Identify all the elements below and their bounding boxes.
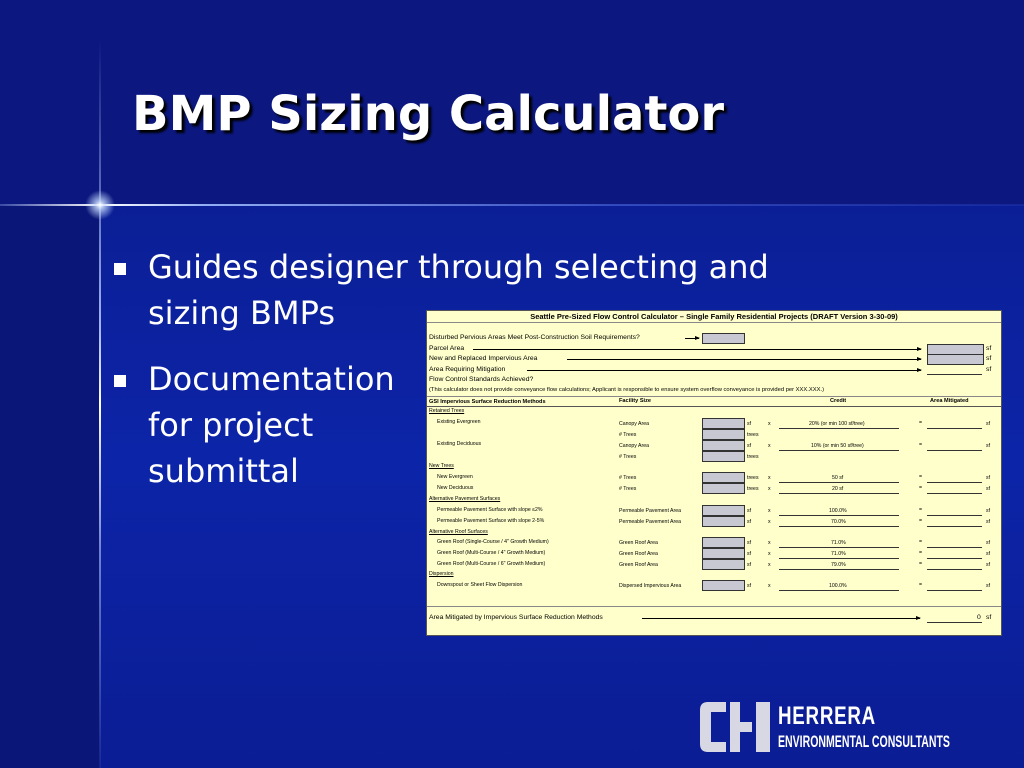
facility-label: # Trees xyxy=(619,475,637,481)
unit-label: sf xyxy=(986,519,991,525)
unit-label: sf xyxy=(986,562,991,568)
credit-value: 70.0% xyxy=(831,519,846,525)
impervious-area-field[interactable] xyxy=(927,354,984,365)
result-line xyxy=(927,622,982,623)
credit-value: 10% (or min 50 sf/tree) xyxy=(811,443,864,449)
col-header-method: GSI Impervious Surface Reduction Methods xyxy=(429,399,546,405)
row-label: Existing Deciduous xyxy=(437,441,482,447)
times-sign: x xyxy=(768,551,771,557)
facility-label: # Trees xyxy=(619,454,637,460)
result-line xyxy=(927,526,982,527)
facility-label: Green Roof Area xyxy=(619,551,658,557)
times-sign: x xyxy=(768,443,771,449)
unit-label: sf xyxy=(986,345,992,352)
bullet-item xyxy=(112,356,448,494)
herrera-logo xyxy=(698,696,978,758)
result-line xyxy=(927,428,982,429)
total-value: 0 xyxy=(977,614,981,621)
unit-label: sf xyxy=(986,508,991,514)
divider xyxy=(427,396,1001,397)
facility-label: Dispersed Impervious Area xyxy=(619,583,682,589)
credit-line xyxy=(779,590,899,591)
times-sign: x xyxy=(768,508,771,514)
unit-label: sf xyxy=(986,443,991,449)
result-line xyxy=(927,590,982,591)
times-sign: x xyxy=(768,583,771,589)
unit-label: sf xyxy=(747,519,752,525)
credit-value: 100.0% xyxy=(829,583,847,589)
row-label: Downspout or Sheet Flow Dispersion xyxy=(437,582,523,588)
flow-control-label: Flow Control Standards Achieved? xyxy=(429,376,534,383)
logo-tagline: ENVIRONMENTAL CONSULTANTS xyxy=(778,732,950,751)
facility-label: Canopy Area xyxy=(619,443,649,449)
unit-label: trees xyxy=(747,432,759,438)
parcel-area-label: Parcel Area xyxy=(429,345,465,352)
section-new-trees: New Trees xyxy=(429,463,454,469)
unit-label: sf xyxy=(747,583,752,589)
bullet-line: Documentation xyxy=(148,360,395,398)
conveyance-note: (This calculator does not provide conveyance flow calculations; Applicant is responsible to ensure system overflow conveyance is provided per XXX.XXX.) xyxy=(429,387,825,393)
unit-label: sf xyxy=(986,475,991,481)
times-sign: x xyxy=(768,540,771,546)
credit-line xyxy=(779,526,899,527)
times-sign: x xyxy=(768,421,771,427)
impervious-area-label: New and Replaced Impervious Area xyxy=(429,355,538,362)
input-field[interactable] xyxy=(702,537,745,548)
unit-label: sf xyxy=(986,540,991,546)
logo-name: HERRERA xyxy=(778,702,876,730)
unit-label: trees xyxy=(747,486,759,492)
input-field[interactable] xyxy=(702,483,745,494)
sparkle-icon xyxy=(85,190,115,220)
result-line xyxy=(927,515,982,516)
row-label: New Evergreen xyxy=(437,474,473,480)
arrow-icon xyxy=(685,338,699,339)
facility-label: Permeable Pavement Area xyxy=(619,508,681,514)
credit-line xyxy=(779,428,899,429)
disturbed-question: Disturbed Pervious Areas Meet Post-Construction Soil Requirements? xyxy=(429,334,640,341)
unit-label: sf xyxy=(747,443,752,449)
equals-sign: = xyxy=(919,518,923,524)
times-sign: x xyxy=(768,486,771,492)
credit-line xyxy=(779,547,899,548)
unit-label: sf xyxy=(986,583,991,589)
credit-value: 71.0% xyxy=(831,540,846,546)
unit-label: sf xyxy=(747,540,752,546)
horizontal-accent-line xyxy=(0,204,1024,206)
input-field[interactable] xyxy=(702,516,745,527)
divider xyxy=(427,606,1001,607)
bullet-square-icon xyxy=(114,263,126,275)
credit-line xyxy=(779,569,899,570)
left-band xyxy=(0,205,100,768)
vertical-accent-line xyxy=(99,40,101,768)
times-sign: x xyxy=(768,562,771,568)
arrow-icon xyxy=(527,370,921,371)
unit-label: sf xyxy=(986,551,991,557)
disturbed-answer-field[interactable] xyxy=(702,333,745,344)
result-line xyxy=(927,547,982,548)
row-label: Existing Evergreen xyxy=(437,419,481,425)
credit-line xyxy=(779,515,899,516)
slide-title: BMP Sizing Calculator xyxy=(132,86,725,142)
section-dispersion: Dispersion xyxy=(429,571,454,577)
result-line xyxy=(927,482,982,483)
arrow-icon xyxy=(473,349,921,350)
col-header-facility: Facility Size xyxy=(619,398,652,404)
divider xyxy=(427,406,1001,407)
row-label: Green Roof (Multi-Course / 4" Growth Medium) xyxy=(437,550,546,556)
bullet-line: sizing BMPs xyxy=(148,294,335,332)
arrow-icon xyxy=(567,359,921,360)
equals-sign: = xyxy=(919,442,923,448)
facility-label: # Trees xyxy=(619,432,637,438)
result-line xyxy=(927,569,982,570)
section-alt-pavement: Alternative Pavement Surfaces xyxy=(429,496,501,502)
row-label: Green Roof (Multi-Course / 6" Growth Medium) xyxy=(437,561,546,567)
unit-label: sf xyxy=(986,366,992,373)
result-line xyxy=(927,374,982,375)
input-field[interactable] xyxy=(702,429,745,440)
facility-label: Permeable Pavement Area xyxy=(619,519,681,525)
unit-label: sf xyxy=(747,551,752,557)
result-line xyxy=(927,558,982,559)
equals-sign: = xyxy=(919,507,923,513)
credit-line xyxy=(779,493,899,494)
credit-value: 100.0% xyxy=(829,508,847,514)
herrera-mark-icon xyxy=(698,698,774,756)
input-field[interactable] xyxy=(702,472,745,483)
input-field[interactable] xyxy=(702,580,745,591)
input-field[interactable] xyxy=(702,559,745,570)
bullet-line: Guides designer through selecting and xyxy=(148,248,769,286)
facility-label: # Trees xyxy=(619,486,637,492)
unit-label: trees xyxy=(747,475,759,481)
equals-sign: = xyxy=(919,582,923,588)
section-alt-roof: Alternative Roof Surfaces xyxy=(429,529,488,535)
credit-line xyxy=(779,558,899,559)
row-label: New Deciduous xyxy=(437,485,474,491)
bullet-line: submittal xyxy=(148,452,299,490)
credit-value: 71.0% xyxy=(831,551,846,557)
equals-sign: = xyxy=(919,539,923,545)
calculator-screenshot xyxy=(426,310,1002,636)
unit-label: sf xyxy=(986,355,992,362)
section-retained-trees: Retained Trees xyxy=(429,408,465,414)
unit-label: trees xyxy=(747,454,759,460)
result-line xyxy=(927,450,982,451)
facility-label: Green Roof Area xyxy=(619,562,658,568)
row-label: Permeable Pavement Surface with slope ≤2% xyxy=(437,507,543,513)
credit-line xyxy=(779,482,899,483)
input-field[interactable] xyxy=(702,548,745,559)
facility-label: Canopy Area xyxy=(619,421,649,427)
calculator-header: Seattle Pre-Sized Flow Control Calculator – Single Family Residential Projects (DRAFT Version 3-30-09) xyxy=(427,311,1001,323)
arrow-icon xyxy=(642,618,920,619)
credit-line xyxy=(779,450,899,451)
equals-sign: = xyxy=(919,474,923,480)
unit-label: sf xyxy=(986,614,992,621)
total-label: Area Mitigated by Impervious Surface Reduction Methods xyxy=(429,614,603,621)
col-header-area: Area Mitigated xyxy=(930,398,969,404)
bullet-line: for project xyxy=(148,406,314,444)
credit-value: 20% (or min 100 sf/tree) xyxy=(809,421,865,427)
col-header-credit: Credit xyxy=(830,398,847,404)
area-requiring-label: Area Requiring Mitigation xyxy=(429,366,506,373)
input-field[interactable] xyxy=(702,418,745,429)
credit-value: 50 sf xyxy=(832,475,844,481)
bullet-square-icon xyxy=(114,375,126,387)
credit-value: 79.0% xyxy=(831,562,846,568)
times-sign: x xyxy=(768,519,771,525)
equals-sign: = xyxy=(919,561,923,567)
times-sign: x xyxy=(768,475,771,481)
row-label: Green Roof (Single-Course / 4" Growth Medium) xyxy=(437,539,549,545)
facility-label: Green Roof Area xyxy=(619,540,658,546)
unit-label: sf xyxy=(747,421,752,427)
input-field[interactable] xyxy=(702,451,745,462)
credit-value: 20 sf xyxy=(832,486,844,492)
row-label: Permeable Pavement Surface with slope 2-5% xyxy=(437,518,545,524)
equals-sign: = xyxy=(919,420,923,426)
unit-label: sf xyxy=(986,486,991,492)
unit-label: sf xyxy=(986,421,991,427)
input-field[interactable] xyxy=(702,440,745,451)
unit-label: sf xyxy=(747,508,752,514)
unit-label: sf xyxy=(747,562,752,568)
equals-sign: = xyxy=(919,485,923,491)
input-field[interactable] xyxy=(702,505,745,516)
equals-sign: = xyxy=(919,550,923,556)
result-line xyxy=(927,493,982,494)
